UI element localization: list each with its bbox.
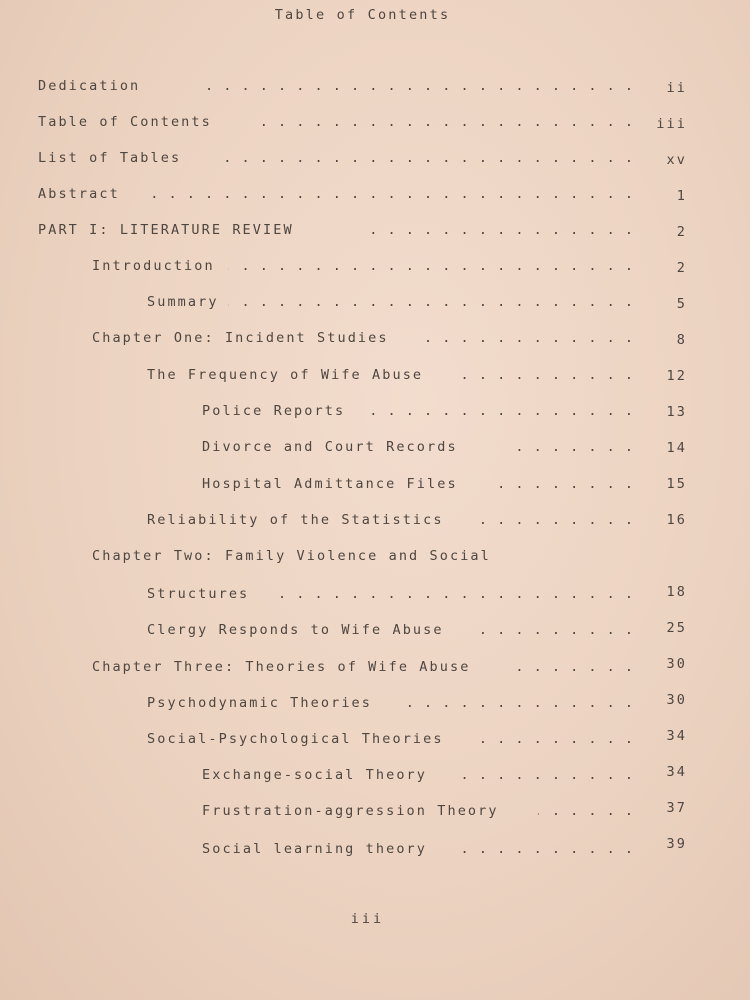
toc-entry-summary bbox=[147, 294, 633, 314]
dot-leader bbox=[258, 114, 633, 130]
dot-leader bbox=[228, 258, 633, 274]
toc-entry-page: 2 bbox=[676, 260, 687, 276]
toc-entry-title: Chapter Three: Theories of Wife Abuse bbox=[92, 659, 471, 675]
toc-entry-frequency bbox=[147, 367, 633, 387]
toc-entry-page: 5 bbox=[676, 296, 687, 312]
toc-entry-abstract bbox=[38, 186, 633, 206]
dot-leader bbox=[153, 186, 633, 202]
toc-entry-chapter-two bbox=[92, 548, 633, 568]
toc-entry-page: 37 bbox=[666, 800, 687, 816]
dot-leader bbox=[278, 586, 633, 602]
toc-entry-reliability bbox=[147, 512, 633, 532]
toc-heading: Table of Contents bbox=[274, 7, 451, 23]
toc-entry-title: Divorce and Court Records bbox=[202, 439, 458, 455]
toc-entry-part-one bbox=[38, 222, 633, 242]
dot-leader bbox=[473, 731, 633, 747]
toc-entry-title: Psychodynamic Theories bbox=[147, 695, 373, 711]
dot-leader bbox=[408, 695, 633, 711]
dot-leader bbox=[423, 330, 633, 346]
toc-entry-page: 1 bbox=[676, 188, 687, 204]
toc-entry-title: Social-Psychological Theories bbox=[147, 731, 444, 747]
toc-entry-chapter-one bbox=[92, 330, 633, 350]
toc-entry-page: 16 bbox=[666, 512, 687, 528]
dot-leader bbox=[228, 294, 633, 310]
toc-entry-title: Table of Contents bbox=[38, 114, 212, 130]
dot-leader bbox=[198, 78, 633, 94]
toc-entry-clergy bbox=[147, 622, 633, 642]
toc-entry-title: Chapter One: Incident Studies bbox=[92, 330, 389, 346]
toc-entry-title: Chapter Two: Family Violence and Social bbox=[92, 548, 491, 564]
dot-leader bbox=[471, 512, 633, 528]
toc-entry-page: 15 bbox=[666, 476, 687, 492]
toc-entry-hospital-files bbox=[202, 476, 633, 496]
dot-leader bbox=[365, 403, 633, 419]
toc-entry-social-learning bbox=[202, 841, 633, 861]
toc-entry-police-reports bbox=[202, 403, 633, 423]
dot-leader bbox=[513, 659, 633, 675]
toc-entry-exchange-social bbox=[202, 767, 633, 787]
toc-entry-page: 12 bbox=[666, 368, 687, 384]
toc-entry-psychodynamic bbox=[147, 695, 633, 715]
footer-page-number: iii bbox=[350, 911, 385, 927]
toc-entry-page: 13 bbox=[666, 404, 687, 420]
dot-leader bbox=[448, 767, 633, 783]
toc-entry-title: Clergy Responds to Wife Abuse bbox=[147, 622, 444, 638]
toc-entry-title: Summary bbox=[147, 294, 219, 310]
toc-entry-title: Social learning theory bbox=[202, 841, 428, 857]
toc-entry-divorce-records bbox=[202, 439, 633, 459]
toc-entry-page: 34 bbox=[666, 764, 687, 780]
toc-entry-table-of-contents bbox=[38, 114, 633, 134]
toc-entry-title: Frustration-aggression Theory bbox=[202, 803, 499, 819]
dot-leader bbox=[509, 439, 633, 455]
toc-entry-title: List of Tables bbox=[38, 150, 182, 166]
toc-entry-page: 2 bbox=[676, 224, 687, 240]
toc-entry-title: Hospital Admittance Files bbox=[202, 476, 458, 492]
dot-leader bbox=[477, 622, 633, 638]
dot-leader bbox=[498, 476, 633, 492]
toc-entry-title: Abstract bbox=[38, 186, 120, 202]
toc-entry-page: 18 bbox=[666, 584, 687, 600]
toc-entry-page: 8 bbox=[676, 332, 687, 348]
toc-entry-title: Police Reports bbox=[202, 403, 346, 419]
toc-entry-page: 34 bbox=[666, 728, 687, 744]
toc-entry-introduction bbox=[92, 258, 633, 278]
toc-entry-page: 30 bbox=[666, 692, 687, 708]
toc-entry-social-psychological bbox=[147, 731, 633, 751]
toc-entry-title: Reliability of the Statistics bbox=[147, 512, 444, 528]
toc-entry-title: Structures bbox=[147, 586, 250, 602]
dot-leader bbox=[453, 841, 633, 857]
toc-entry-page: 25 bbox=[666, 620, 687, 636]
toc-entry-page: 14 bbox=[666, 440, 687, 456]
toc-entry-frustration bbox=[202, 803, 633, 823]
dot-leader bbox=[213, 150, 633, 166]
toc-entry-page: xv bbox=[666, 152, 687, 168]
dot-leader bbox=[451, 367, 633, 383]
toc-entry-page: ii bbox=[666, 80, 687, 96]
toc-entry-title: Dedication bbox=[38, 78, 141, 94]
toc-entry-structures bbox=[147, 586, 633, 606]
dot-leader bbox=[368, 222, 633, 238]
toc-entry-list-of-tables bbox=[38, 150, 633, 170]
toc-entry-title: The Frequency of Wife Abuse bbox=[147, 367, 424, 383]
toc-entry-page: 30 bbox=[666, 656, 687, 672]
toc-entry-page: 39 bbox=[666, 836, 687, 852]
toc-entry-title: Introduction bbox=[92, 258, 215, 274]
toc-entry-dedication bbox=[38, 78, 633, 98]
toc-entry-page: iii bbox=[656, 116, 687, 132]
toc-entry-title: PART I: LITERATURE REVIEW bbox=[38, 222, 294, 238]
toc-entry-chapter-three bbox=[92, 659, 633, 679]
toc-entry-title: Exchange-social Theory bbox=[202, 767, 428, 783]
dot-leader bbox=[538, 803, 633, 819]
